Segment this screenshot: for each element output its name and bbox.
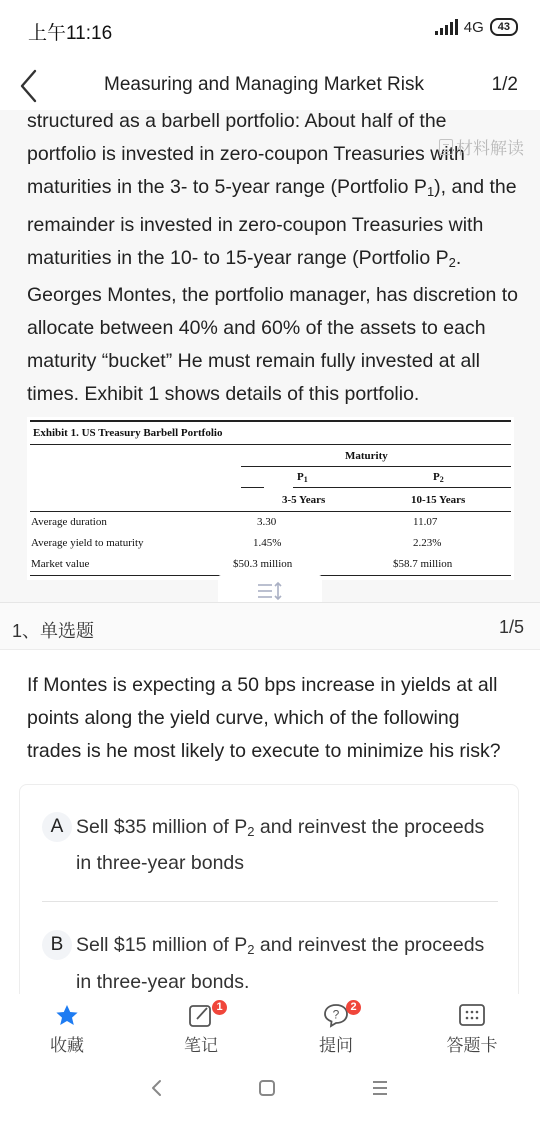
column-p2-header: P2 <box>433 471 444 484</box>
document-icon <box>439 139 453 155</box>
option-a[interactable] <box>20 785 518 903</box>
option-text: in three-year bonds. <box>76 971 250 993</box>
table-cell: 1.45% <box>253 537 282 549</box>
table-cell: 11.07 <box>413 516 438 528</box>
table-cell: 2.23% <box>413 537 442 549</box>
chevron-left-icon <box>137 1074 177 1102</box>
question-stem-line: points along the yield curve, which of the following <box>27 707 460 729</box>
material-page-indicator: 1/2 <box>491 74 518 95</box>
tab-label: 提问 <box>319 1036 353 1055</box>
option-letter: A <box>42 812 72 842</box>
table-cell: 3.30 <box>257 516 277 528</box>
system-home-button[interactable] <box>247 1074 287 1102</box>
question-stem-line: trades is he most likely to execute to minimize his risk? <box>27 740 501 762</box>
exhibit-title: Exhibit 1. US Treasury Barbell Portfolio <box>33 427 223 439</box>
question-stem-line: If Montes is expecting a 50 bps increase in yields at all <box>27 674 498 696</box>
material-line: portfolio is invested in zero-coupon Treasuries with <box>27 143 465 165</box>
bottom-toolbar <box>0 994 540 1060</box>
material-line: remainder is invested in zero-coupon Treasuries with <box>27 214 484 236</box>
table-cell: $50.3 million <box>233 558 293 570</box>
material-line: maturities in the 3- to 5-year range (Portfolio $P_1$), and the <box>27 176 517 199</box>
material-explanation-button[interactable] <box>439 134 524 159</box>
tab-label: 收藏 <box>50 1036 84 1055</box>
network-type: 4G <box>463 18 484 36</box>
status-bar <box>0 0 540 58</box>
notes-badge: 1 <box>212 1000 227 1015</box>
column-p1-range: 3-5 Years <box>282 494 326 506</box>
tab-label: 答题卡 <box>446 1036 498 1055</box>
note-edit-icon <box>187 1002 215 1028</box>
material-line: times. Exhibit 1 shows details of this portfolio. <box>27 383 420 405</box>
battery-icon: 43 <box>490 18 518 36</box>
notes-button[interactable] <box>161 1000 241 1058</box>
table-rule <box>241 487 264 488</box>
option-letter: B <box>42 930 72 960</box>
answer-card-icon <box>458 1002 486 1028</box>
table-rule <box>30 420 511 422</box>
system-menu-button[interactable] <box>360 1074 400 1102</box>
question-type: 1、单选题 <box>12 621 95 641</box>
svg-text:?: ? <box>332 1007 340 1022</box>
question-header <box>0 602 540 650</box>
option-text: Sell $15 million of $P_2$ and reinvest the proceeds <box>76 934 485 957</box>
row-label: Market value <box>31 558 90 570</box>
ask-question-button[interactable] <box>296 1000 376 1058</box>
drag-handle-icon <box>256 581 284 601</box>
favorite-button[interactable] <box>27 1000 107 1058</box>
nav-bar <box>0 58 540 114</box>
material-line: Georges Montes, the portfolio manager, has discretion to <box>27 284 519 306</box>
status-time: 上午11:16 <box>28 23 113 44</box>
question-counter: 1/5 <box>498 617 524 637</box>
home-square-icon <box>247 1074 287 1102</box>
table-rule <box>241 466 511 467</box>
material-explanation-label: 材料解读 <box>456 139 524 158</box>
option-text: in three-year bonds <box>76 852 245 874</box>
column-p2-range: 10-15 Years <box>411 494 466 506</box>
exhibit-table <box>27 417 514 580</box>
table-rule <box>30 511 511 512</box>
chevron-left-icon <box>14 66 46 106</box>
page-title: Measuring and Managing Market Risk <box>104 74 424 95</box>
maturity-header: Maturity <box>345 450 388 462</box>
menu-icon <box>360 1074 400 1102</box>
material-line: allocate between 40% and 60% of the assets to each <box>27 317 486 339</box>
status-indicators <box>435 18 518 36</box>
options-card <box>19 784 519 1014</box>
reading-material[interactable] <box>0 110 540 602</box>
column-p1-header: P1 <box>297 471 308 484</box>
signal-icon <box>435 19 458 35</box>
tab-label: 笔记 <box>184 1036 218 1055</box>
option-text: Sell $35 million of $P_2$ and reinvest the proceeds <box>76 816 485 839</box>
answer-card-button[interactable] <box>432 1000 512 1058</box>
drag-resize-handle[interactable] <box>218 575 322 602</box>
row-label: Average yield to maturity <box>31 537 144 549</box>
row-label: Average duration <box>31 516 107 528</box>
material-line: maturity “bucket” He must remain fully invested at all <box>27 350 480 372</box>
system-navigation-bar <box>0 1060 540 1122</box>
material-line: maturities in the 10- to 15-year range (Portfolio $P_2$. <box>27 247 462 270</box>
system-back-button[interactable] <box>137 1074 177 1102</box>
table-rule <box>293 487 511 488</box>
material-line: structured as a barbell portfolio: About half of the <box>27 110 447 132</box>
questions-badge: 2 <box>346 1000 361 1015</box>
back-button[interactable] <box>14 66 46 106</box>
table-cell: $58.7 million <box>393 558 453 570</box>
divider <box>42 901 498 902</box>
star-icon <box>53 1002 81 1028</box>
table-rule <box>30 444 511 445</box>
